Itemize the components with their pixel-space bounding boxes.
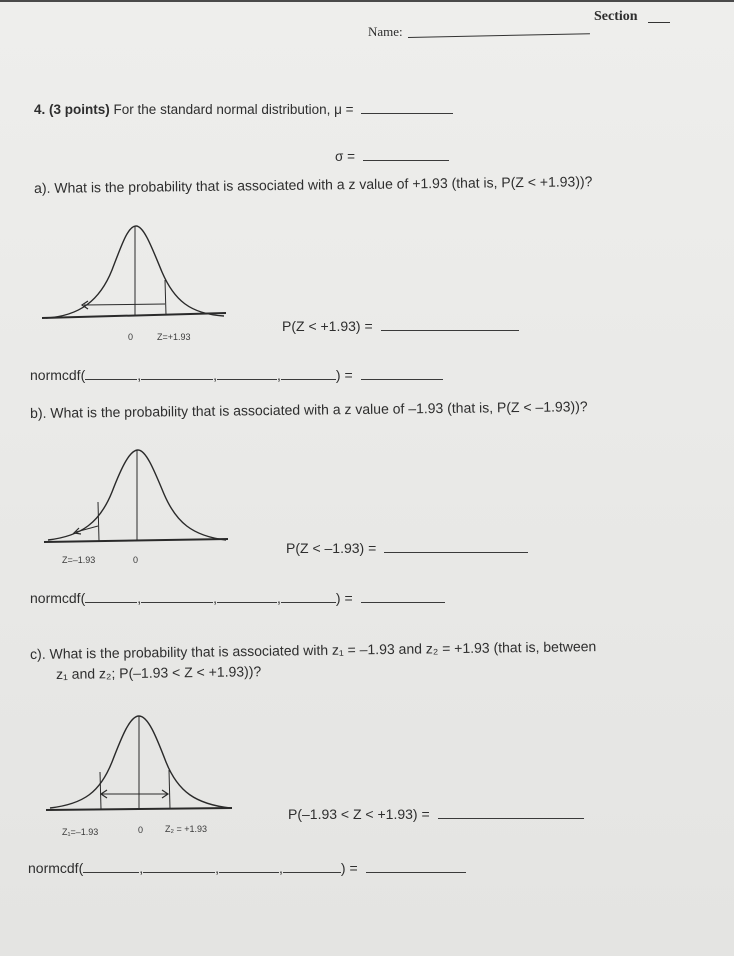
part-a-answer-label: P(Z < +1.93) = <box>282 318 373 334</box>
part-b-answer-label: P(Z < –1.93) = <box>286 540 377 556</box>
part-c-arg2-field[interactable] <box>143 860 215 873</box>
part-c-prompt-line2: z₁ and z₂; P(–1.93 < Z < +1.93))? <box>56 663 262 682</box>
part-c-sep1: , <box>139 860 144 876</box>
part-a-arg2-field[interactable] <box>141 367 213 380</box>
part-c-arg4-field[interactable] <box>283 860 341 873</box>
part-b-sep1: , <box>137 590 142 606</box>
part-a-normal-curve <box>40 220 230 325</box>
part-b-arg2-field[interactable] <box>141 590 213 603</box>
part-b-normal-curve <box>42 444 232 549</box>
part-a-normcdf-label: normcdf( <box>30 367 86 383</box>
mu-answer-field[interactable] <box>361 101 453 114</box>
part-b-graph-z: Z=–1.93 <box>62 555 96 565</box>
part-c-normcdf-result-field[interactable] <box>366 860 466 873</box>
part-c-answer-field[interactable] <box>438 806 584 819</box>
part-c-arg3-field[interactable] <box>219 860 279 873</box>
part-a-graph-zero: 0 <box>128 332 134 342</box>
part-b-sep3: , <box>277 590 281 606</box>
part-b-graph-zero: 0 <box>133 555 139 565</box>
name-label: Name: <box>368 24 403 39</box>
part-a-arg1-field[interactable] <box>85 367 137 380</box>
part-c-z1-line <box>100 772 101 809</box>
part-c-normcdf-label: normcdf( <box>28 860 84 876</box>
part-b-axis <box>44 539 228 542</box>
part-a-graph-z: Z=+1.93 <box>157 332 191 342</box>
part-b-normcdf-label: normcdf( <box>30 590 86 606</box>
part-b-close: ) = <box>335 590 353 606</box>
part-a-sep3: , <box>277 367 281 383</box>
part-a-normcdf-result-field[interactable] <box>361 367 443 380</box>
part-b-sep2: , <box>213 590 218 606</box>
part-c-answer-label: P(–1.93 < Z < +1.93) = <box>288 806 430 822</box>
part-a-sep1: , <box>137 367 142 383</box>
part-b-answer-field[interactable] <box>384 540 528 553</box>
part-b-normcdf-result-field[interactable] <box>361 590 445 603</box>
part-c-prompt-line1: c). What is the probability that is associated with z₁ = –1.93 and z₂ = +1.93 (that is, between <box>30 638 597 662</box>
part-b-prompt: b). What is the probability that is associated with a z value of –1.93 (that is, P(Z < –1.93))? <box>30 398 588 421</box>
part-c-normal-curve <box>44 708 234 818</box>
sigma-answer-field[interactable] <box>363 148 449 161</box>
name-field[interactable] <box>408 23 590 38</box>
part-a-close: ) = <box>335 367 353 383</box>
part-b-z-line <box>98 502 99 541</box>
question-number: 4. <box>34 102 46 117</box>
question-points: (3 points) <box>49 102 110 117</box>
part-a-sep2: , <box>213 367 218 383</box>
top-edge-line <box>0 0 734 2</box>
part-c-sep3: , <box>279 860 283 876</box>
part-c-close: ) = <box>340 860 358 876</box>
part-c-sep2: , <box>215 860 220 876</box>
part-c-z2-line <box>169 770 170 809</box>
part-c-graph-z2: Z₂ = +1.93 <box>165 824 208 834</box>
part-b-arg1-field[interactable] <box>85 590 137 603</box>
section-label: Section <box>594 9 638 24</box>
part-a-z-line <box>165 280 166 315</box>
part-b-arg3-field[interactable] <box>217 590 277 603</box>
part-a-arrow-line <box>84 304 165 305</box>
part-c-graph-z1: Z₁=–1.93 <box>62 827 99 837</box>
part-a-arg4-field[interactable] <box>281 367 336 380</box>
question-prompt: For the standard normal distribution, μ = <box>113 102 354 117</box>
part-c-arg1-field[interactable] <box>83 860 139 873</box>
section-field[interactable] <box>648 12 670 23</box>
sigma-prompt: σ = <box>335 149 355 164</box>
part-a-prompt: a). What is the probability that is associated with a z value of +1.93 (that is, P(Z < +1.93))? <box>34 173 593 196</box>
part-a-arg3-field[interactable] <box>217 367 277 380</box>
part-a-answer-field[interactable] <box>381 318 519 331</box>
part-b-arg4-field[interactable] <box>281 590 336 603</box>
part-c-graph-zero: 0 <box>138 825 144 835</box>
